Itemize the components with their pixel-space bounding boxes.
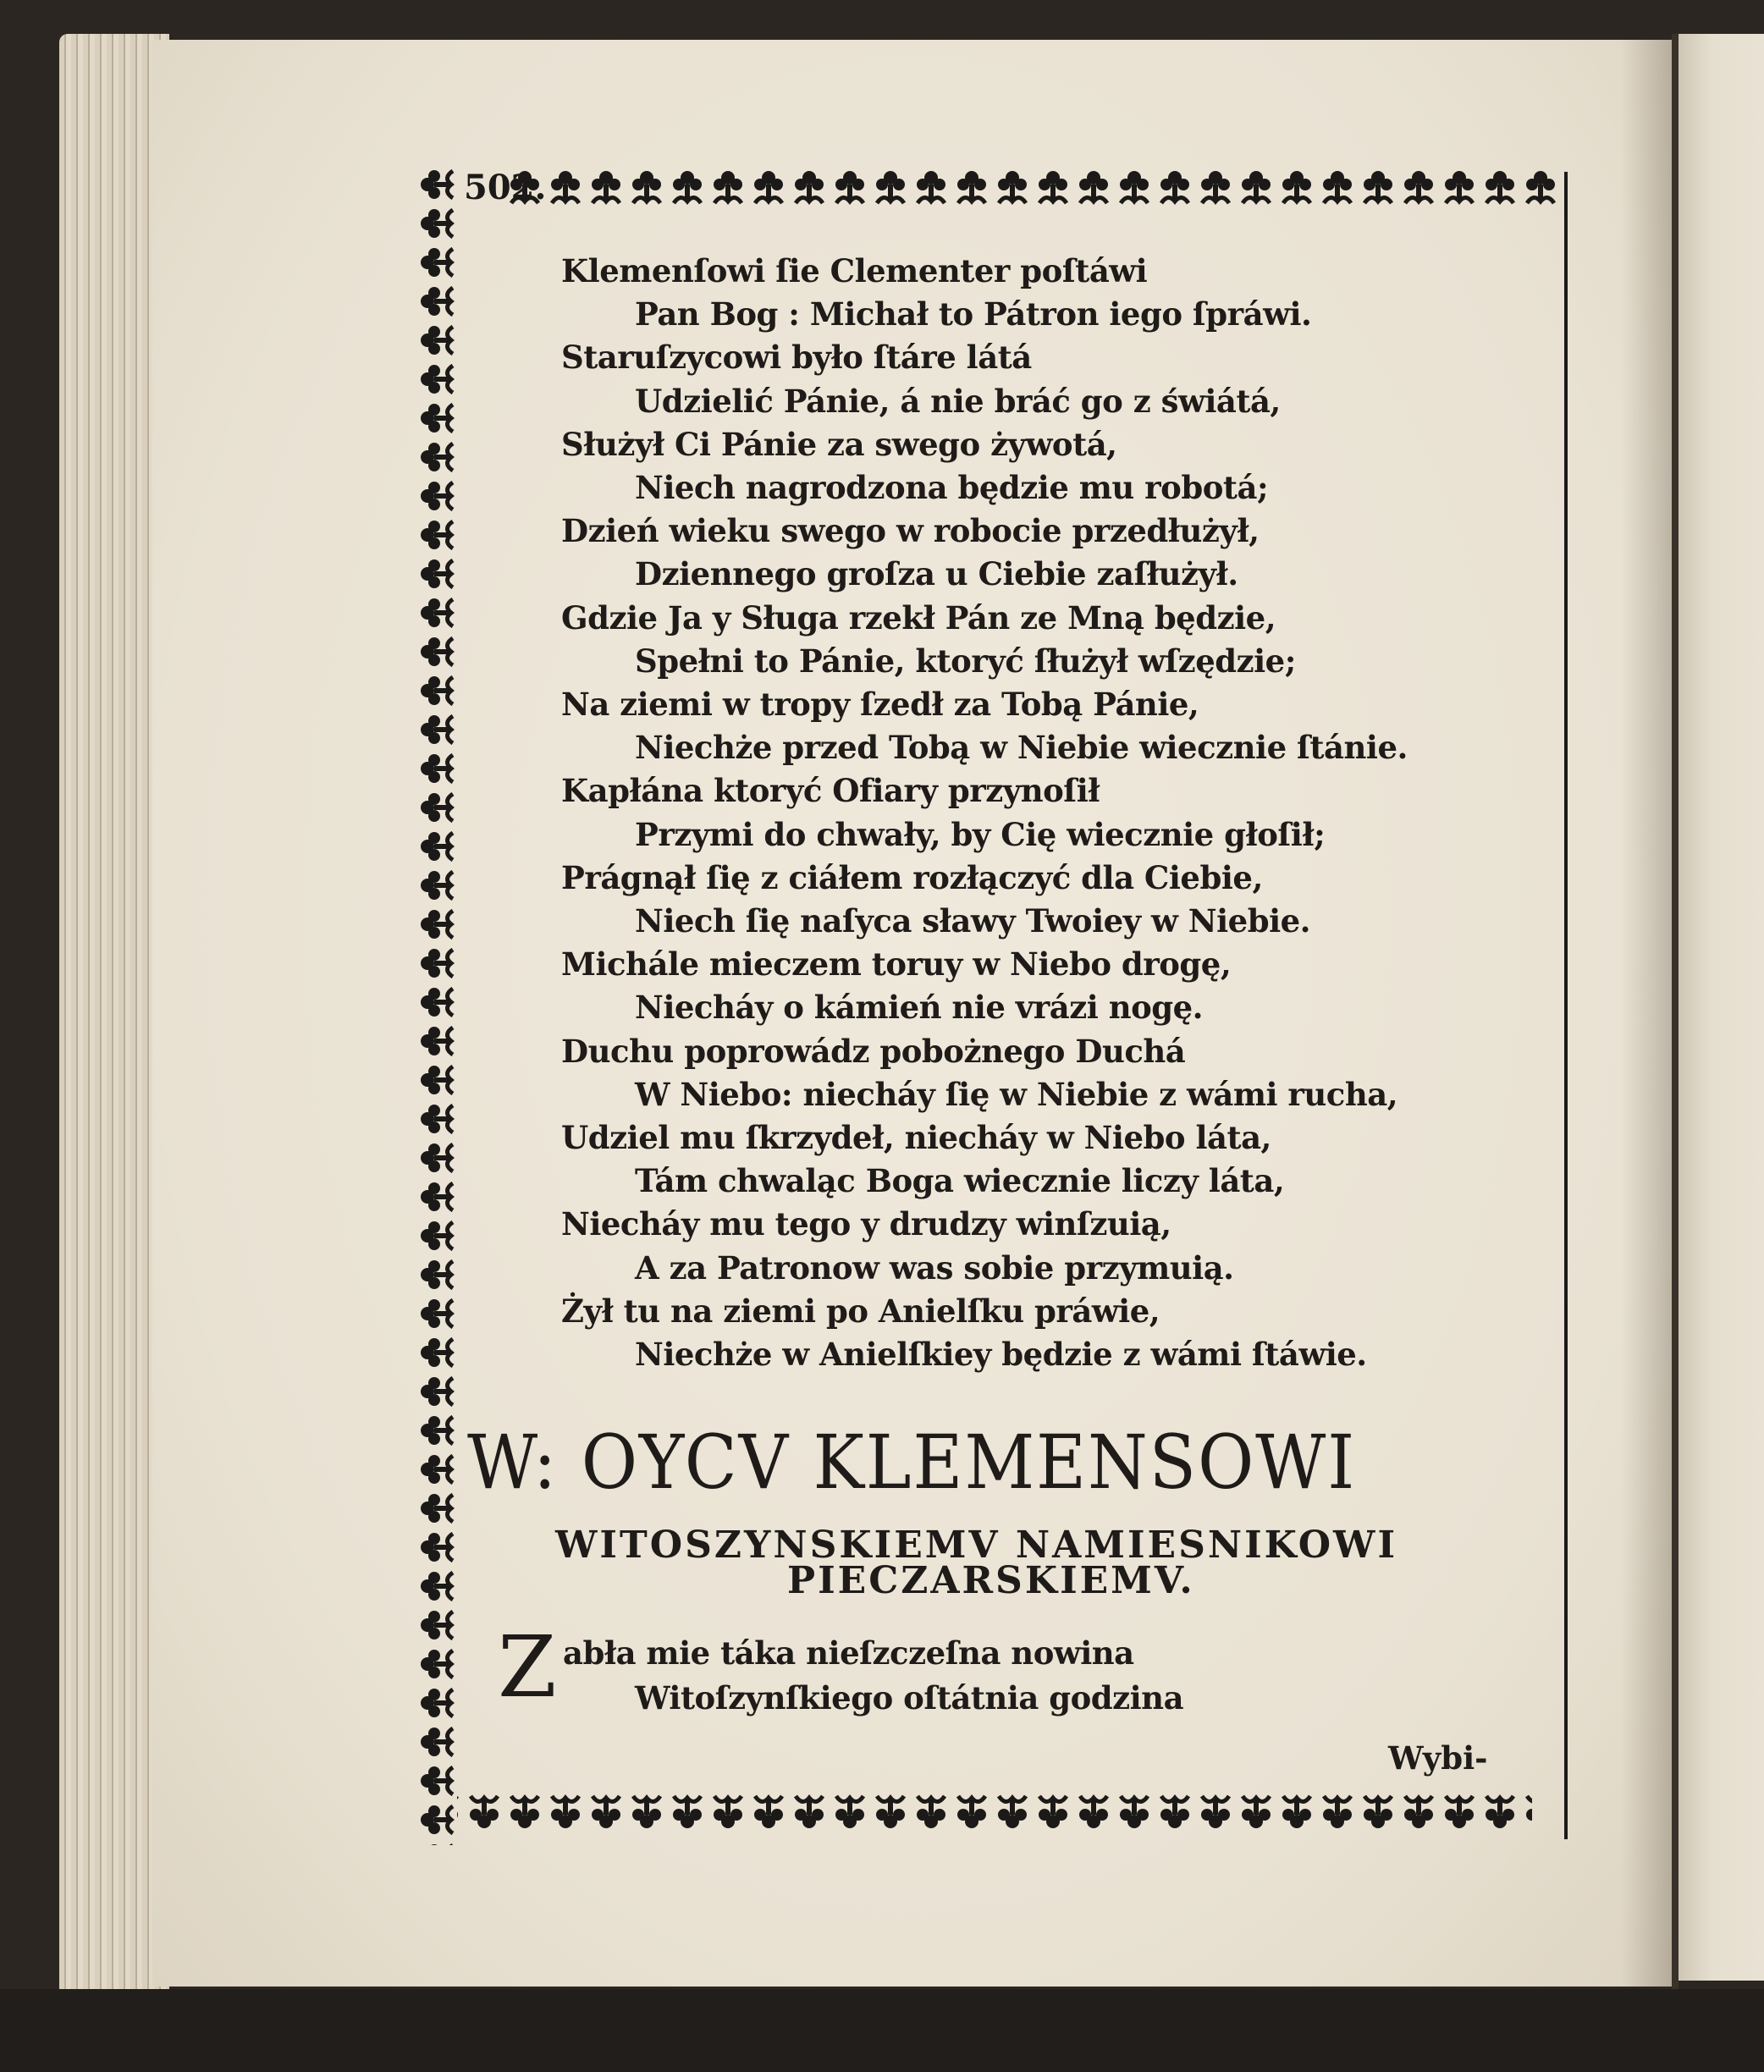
verse-line: Witoſzynſkiego oſtátnia godzina bbox=[635, 1679, 1184, 1717]
section-subheading-line1: WITOSZYNSKIEMV NAMIESNIKOWI bbox=[555, 1524, 1398, 1567]
poem-line: Niech nagrodzona będzie mu robotá; bbox=[635, 469, 1269, 506]
poem-line: Dzień wieku swego w robocie przedłużył, bbox=[561, 512, 1260, 550]
right-border-rule bbox=[1564, 172, 1568, 1839]
drop-cap: Z bbox=[498, 1617, 557, 1717]
poem-line: Dziennego groſza u Ciebie zaſłużył. bbox=[635, 555, 1238, 593]
poem-line: Michále mieczem toruy w Niebo drogę, bbox=[561, 945, 1232, 984]
poem-line: Na ziemi w tropy ſzedł za Tobą Pánie, bbox=[561, 686, 1199, 723]
top-ornament-band bbox=[508, 165, 1559, 224]
poem-line: Niech ſię naſyca sławy Twoiey w Niebie. bbox=[635, 902, 1311, 940]
verse-line: abła mie táka nieſzczeſna nowina bbox=[563, 1634, 1134, 1672]
poem-line: Niecháy mu tego y drudzy winſzuią, bbox=[561, 1205, 1171, 1243]
poem-line: Duchu poprowádz pobożnego Duchá bbox=[561, 1032, 1186, 1070]
poem-line: A za Patronow was sobie przymuią. bbox=[635, 1248, 1234, 1287]
poem-line: Udziel mu ſkrzydeł, niecháy w Niebo láta, bbox=[561, 1119, 1271, 1156]
poem-line: Niechże przed Tobą w Niebie wiecznie ſtánie. bbox=[635, 729, 1408, 767]
section-subheading-line2: PIECZARSKIEMV. bbox=[787, 1559, 1195, 1602]
poem-line: Spełni to Pánie, ktoryć ſłużył wſzędzie; bbox=[635, 642, 1296, 680]
poem-line: Przymi do chwały, by Cię wiecznie głoſił; bbox=[635, 815, 1326, 853]
poem-line: Gdzie Ja y Sługa rzekł Pán ze Mną będzie, bbox=[561, 598, 1276, 636]
poem-line: Udzielić Pánie, á nie bráć go z świátá, bbox=[635, 382, 1281, 420]
poem-line: Staruſzycowi było ſtáre látá bbox=[561, 339, 1032, 377]
left-ornament-band bbox=[410, 165, 462, 1845]
section-heading: W: OYCV KLEMENSOWI bbox=[467, 1419, 1357, 1506]
poem-line: Prágnął ſię z ciáłem rozłączyć dla Ciebie, bbox=[561, 858, 1263, 896]
poem-line: Niechże w Anielſkiey będzie z wámi ſtáwie. bbox=[635, 1336, 1367, 1373]
page-number: 502. bbox=[464, 168, 547, 207]
poem-line: Klemenſowi ſie Clementer poſtáwi bbox=[561, 252, 1148, 289]
poem-line: Kapłána ktoryć Ofiary przynoſił bbox=[561, 772, 1100, 810]
poem-line: W Niebo: niecháy ſię w Niebie z wámi rucha, bbox=[635, 1075, 1398, 1113]
poem-line: Służył Ci Pánie za swego żywotá, bbox=[561, 425, 1117, 463]
poem-line: Pan Bog : Michał to Pátron iego ſpráwi. bbox=[635, 295, 1312, 333]
catchword: Wybi- bbox=[1388, 1739, 1488, 1777]
bottom-ornament-band bbox=[457, 1777, 1532, 1843]
poem-line: Niecháy o kámień nie vrázi nogę. bbox=[635, 989, 1204, 1027]
poem-line: Tám chwaląc Boga wiecznie liczy láta, bbox=[635, 1162, 1285, 1200]
poem-line: Żył tu na ziemi po Anielſku práwie, bbox=[561, 1292, 1160, 1330]
